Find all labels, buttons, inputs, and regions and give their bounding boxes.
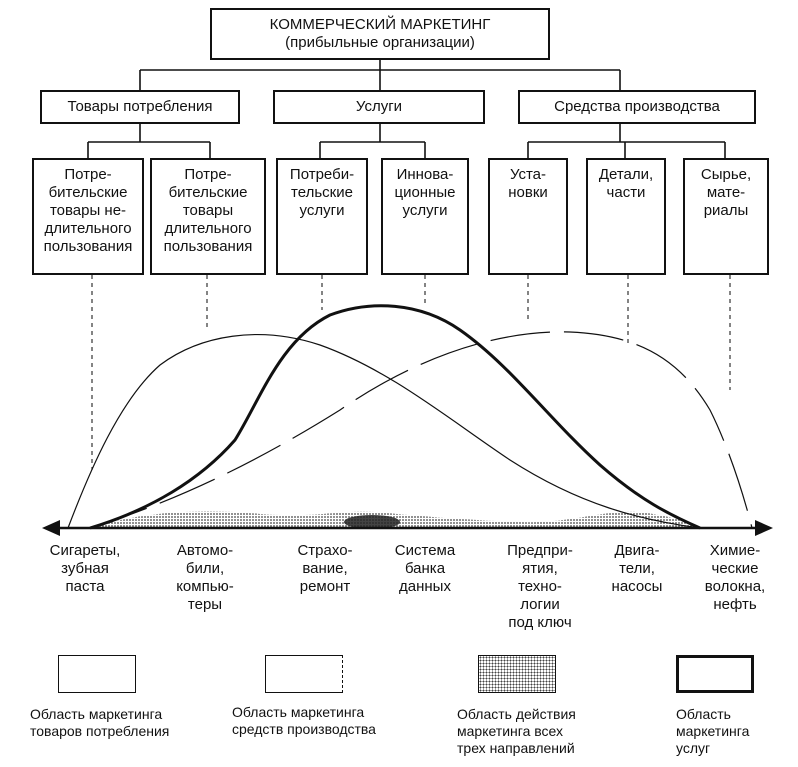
category-services: Услуги xyxy=(273,90,485,124)
dashed-drop-lines xyxy=(92,275,730,470)
sub-parts: Детали, части xyxy=(586,158,666,275)
legend-swatch-industrial xyxy=(265,655,343,693)
axis-label-turnkey: Предпри- ятия, техно- логии под ключ xyxy=(507,542,573,631)
curve-industrial-goods xyxy=(90,332,752,528)
title-line1: КОММЕРЧЕСКИЙ МАРКЕТИНГ xyxy=(269,16,491,33)
sub-raw-materials: Сырье, мате- риалы xyxy=(683,158,769,275)
sub-installations: Уста- новки xyxy=(488,158,568,275)
category-industrial-goods: Средства производства xyxy=(518,90,756,124)
sub-durable-goods: Потре- бительские товары длительного пользования xyxy=(150,158,266,275)
legend-label-services: Область маркетинга услуг xyxy=(676,706,750,756)
legend-swatch-overlap xyxy=(478,655,556,693)
axis-label-insurance: Страхо- вание, ремонт xyxy=(297,542,353,595)
legend-swatch-services xyxy=(676,655,754,693)
axis-label-chemicals: Химие- ческие волокна, нефть xyxy=(704,542,766,613)
sub-nondurable-goods: Потре- бительские товары не- длительного пользования xyxy=(32,158,144,275)
legend-label-industrial: Область маркетинга средств производства xyxy=(232,704,376,737)
axis-label-cars: Автомо- били, компью- теры xyxy=(176,542,234,613)
sub-innovation-services: Иннова- ционные услуги xyxy=(381,158,469,275)
category-consumer-goods: Товары потребления xyxy=(40,90,240,124)
legend-swatch-consumer xyxy=(58,655,136,693)
axis-label-databank: Система банка данных xyxy=(394,542,456,595)
title-line2: (прибыльные организации) xyxy=(285,34,475,51)
axis-label-cigarettes: Сигареты, зубная паста xyxy=(49,542,121,595)
legend-label-overlap: Область действия маркетинга всех трех направлений xyxy=(457,706,576,756)
title-box xyxy=(210,8,550,60)
axis-label-engines: Двига- тели, насосы xyxy=(611,542,663,595)
legend-label-consumer: Область маркетинга товаров потребления xyxy=(30,706,170,739)
sub-consumer-services: Потреби- тельские услуги xyxy=(276,158,368,275)
